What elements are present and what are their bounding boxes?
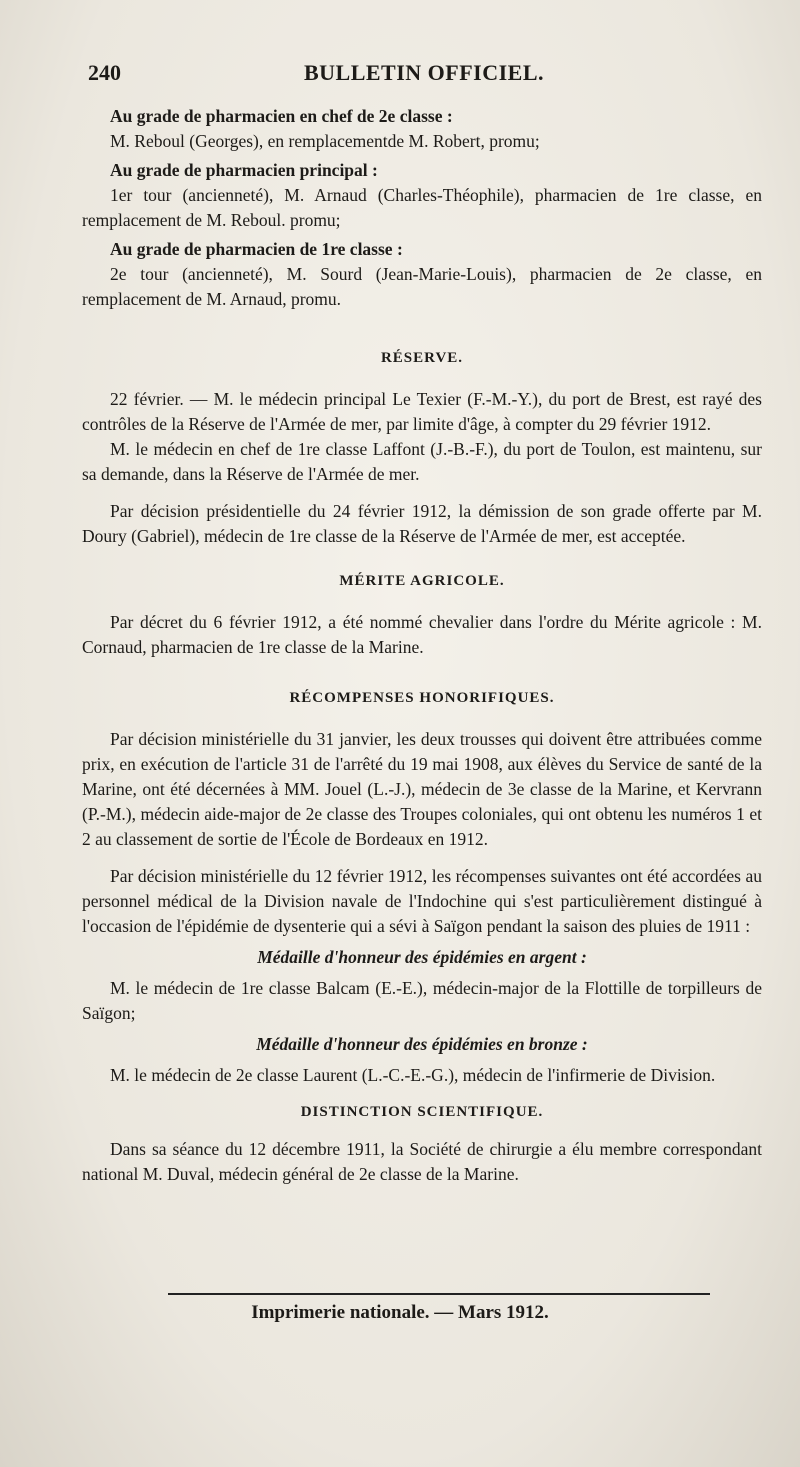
merite-paragraph: Par décret du 6 février 1912, a été nommé chevalier dans l'ordre du Mérite agricole : M. Cornaud, pharmacien de 1re classe de la Marine.	[82, 612, 762, 657]
medal-heading-bronze: Médaille d'honneur des épidémies en bronze :	[256, 1034, 588, 1054]
section-title-recompenses: RÉCOMPENSES HONORIFIQUES.	[289, 690, 555, 706]
grade-entry-reboul: M. Reboul (Georges), en remplacementde M. Robert, promu;	[110, 131, 540, 151]
medal-heading-argent: Médaille d'honneur des épidémies en argent :	[257, 947, 587, 967]
reserve-paragraph-1: 22 février. — M. le médecin principal Le Texier (F.-M.-Y.), du port de Brest, est rayé des contrôles de la Réserve de l'Armée de mer, par limite d'âge, à compter du 29 février 1912.	[82, 389, 762, 434]
grade-entry-arnaud: 1er tour (ancienneté), M. Arnaud (Charles-Théophile), pharmacien de 1re classe, en remplacement de M. Reboul. promu;	[82, 185, 762, 230]
page-content	[82, 100, 762, 1187]
section-title-merite-agricole: MÉRITE AGRICOLE.	[339, 573, 505, 589]
section-title-reserve: RÉSERVE.	[380, 350, 464, 366]
grade-heading-pharmacien-principal: Au grade de pharmacien principal :	[110, 160, 378, 180]
recompenses-paragraph-1: Par décision ministérielle du 31 janvier, les deux trousses qui doivent être attribuées comme prix, en exécution de l'article 31 de l'arrêté du 19 mai 1908, aux élèves du Service de santé de la Marine, ont été décernées à MM. Jouel (L.-J.), médecin de 3e classe de la Marine, et Kervrann (P.-M.), médecin aide-major de 2e classe des Troupes coloniales, qui ont obtenu les numéros 1 et 2 au classement de sortie de l'École de Bordeaux en 1912.	[82, 729, 762, 849]
section-title-distinction: DISTINCTION SCIENTIFIQUE.	[300, 1104, 544, 1120]
grade-heading-pharmacien-1re-classe: Au grade de pharmacien de 1re classe :	[110, 239, 403, 259]
reserve-paragraph-2: M. le médecin en chef de 1re classe Laffont (J.-B.-F.), du port de Toulon, est maintenu, sur sa demande, dans la Réserve de l'Armée de mer.	[82, 439, 762, 484]
imprint-rule	[168, 1293, 710, 1295]
recompenses-paragraph-4: M. le médecin de 2e classe Laurent (L.-C.-E.-G.), médecin de l'infirmerie de Division.	[110, 1065, 716, 1085]
distinction-paragraph: Dans sa séance du 12 décembre 1911, la Société de chirurgie a élu membre correspondant national M. Duval, médecin général de 2e classe de la Marine.	[82, 1139, 762, 1184]
grade-entry-sourd: 2e tour (ancienneté), M. Sourd (Jean-Marie-Louis), pharmacien de 2e classe, en remplacement de M. Arnaud, promu.	[82, 264, 762, 309]
page-number: 240	[88, 60, 121, 85]
reserve-paragraph-3: Par décision présidentielle du 24 février 1912, la démission de son grade offerte par M. Doury (Gabriel), médecin de 1re classe de la Réserve de l'Armée de mer, est acceptée.	[82, 501, 762, 546]
page-header	[88, 60, 760, 92]
recompenses-paragraph-2: Par décision ministérielle du 12 février 1912, les récompenses suivantes ont été accordées au personnel médical de la Division navale de l'Indochine qui s'est particulièrement distingué à l'occasion de l'épidémie de dysenterie qui a sévi à Saïgon pendant la saison des pluies de 1911 :	[82, 866, 762, 936]
imprint-line: Imprimerie nationale. — Mars 1912.	[251, 1302, 549, 1323]
running-title: BULLETIN OFFICIEL.	[303, 60, 545, 85]
recompenses-paragraph-3: M. le médecin de 1re classe Balcam (E.-E.), médecin-major de la Flottille de torpilleurs de Saïgon;	[82, 978, 762, 1023]
grade-heading-pharmacien-chef: Au grade de pharmacien en chef de 2e classe :	[110, 106, 453, 126]
